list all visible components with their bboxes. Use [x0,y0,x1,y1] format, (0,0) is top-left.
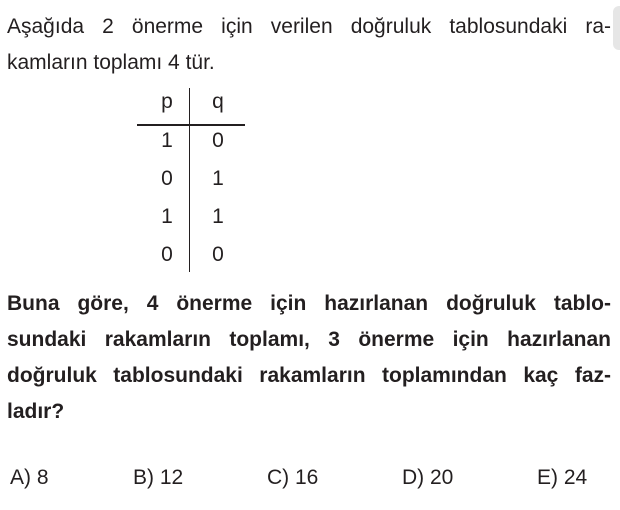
cell-q: 1 [212,205,224,228]
cell-q: 0 [212,129,224,152]
table-row [137,201,245,239]
table-row [137,163,245,201]
cell-q: 0 [212,243,224,266]
option-d[interactable]: D) 20 [402,466,454,489]
answer-options [0,466,620,496]
option-c[interactable]: C) 16 [267,466,319,489]
option-b[interactable]: B) 12 [133,466,184,489]
cell-q: 1 [212,167,224,190]
question-line-2: sundaki rakamların toplamı, 3 önerme için hazırlanan [7,328,611,351]
option-a[interactable]: A) 8 [10,466,49,489]
intro-line-1: Aşağıda 2 önerme için verilen doğruluk tablosundaki ra- [7,15,611,38]
header-q: q [212,90,224,113]
cell-p: 1 [161,205,173,228]
intro-line-2: kamların toplamı 4 tür. [7,51,215,74]
table-row [137,125,245,163]
question-line-3: doğruluk tablosundaki rakamların toplamından kaç faz- [7,364,611,387]
table-row [137,239,245,277]
page-edge-mark [613,6,620,50]
question-line-1: Buna göre, 4 önerme için hazırlanan doğruluk tablo- [7,292,611,315]
question-line-4: ladır? [7,400,65,423]
truth-table [137,88,245,277]
question-text [7,286,611,430]
cell-p: 1 [161,129,173,152]
intro-text [7,9,611,81]
cell-p: 0 [161,167,173,190]
header-p: p [161,90,173,113]
table-header-row [137,88,245,125]
option-e[interactable]: E) 24 [537,466,588,489]
cell-p: 0 [161,243,173,266]
